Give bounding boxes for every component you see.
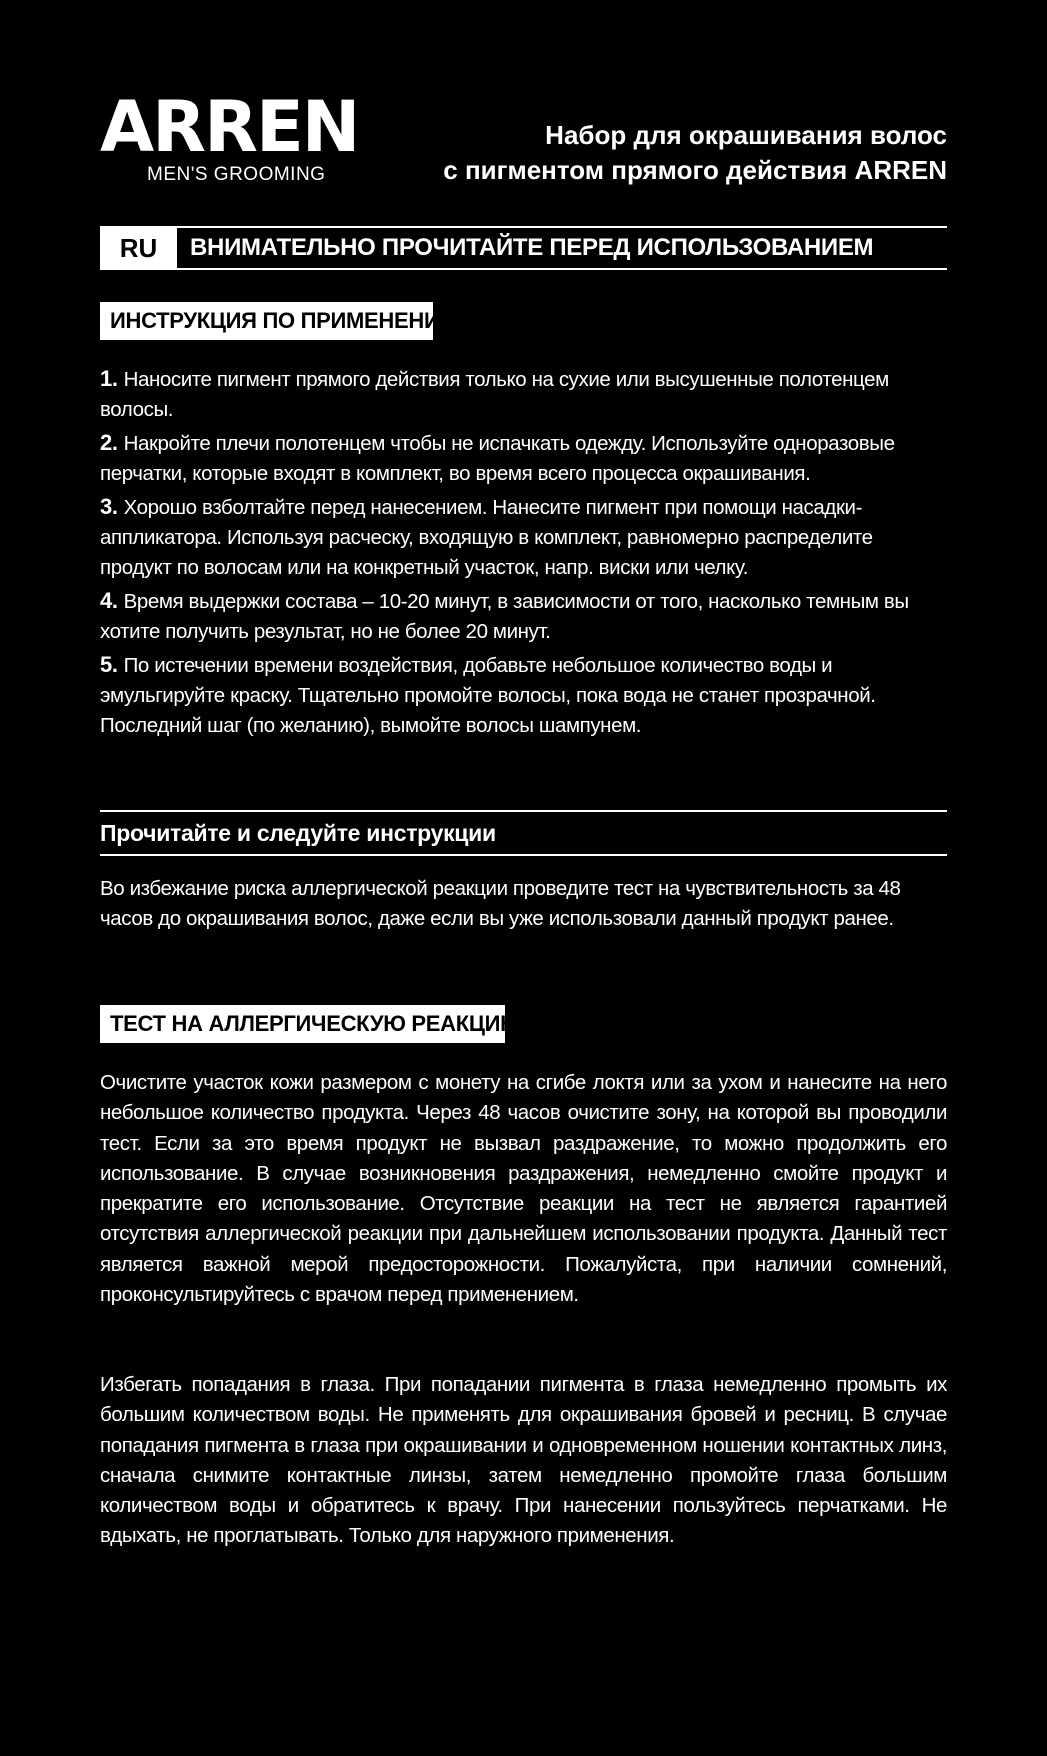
- step-text: Время выдержки состава – 10-20 минут, в зависимости от того, насколько темным вы хотите получить результат, но не более 20 минут.: [100, 590, 909, 643]
- header: [100, 86, 947, 192]
- step-text: Хорошо взболтайте перед нанесением. Нанесите пигмент при помощи насадки-аппликатора. Используя расческу, входящую в комплект, равномерно распределите продукт по волосам или на конкретный участок, напр. виски или челку.: [100, 496, 873, 579]
- read-follow-section: [100, 810, 947, 856]
- instructions-list: [100, 364, 947, 744]
- step-number: 5.: [100, 652, 118, 677]
- step-text: Накройте плечи полотенцем чтобы не испачкать одежду. Используйте одноразовые перчатки, которые входят в комплект, во время всего процесса окрашивания.: [100, 432, 895, 485]
- step-text: Наносите пигмент прямого действия только на сухие или высушенные полотенцем волосы.: [100, 368, 889, 421]
- list-item: [100, 586, 947, 647]
- language-tag: RU: [100, 228, 177, 268]
- list-item: [100, 650, 947, 741]
- read-before-use-banner: [100, 226, 947, 270]
- list-item: [100, 492, 947, 583]
- step-text: По истечении времени воздействия, добавьте небольшое количество воды и эмульгируйте краску. Тщательно промойте волосы, пока вода не станет прозрачной. Последний шаг (по желанию), вымойте волосы шампунем.: [100, 654, 876, 737]
- banner-text: ВНИМАТЕЛЬНО ПРОЧИТАЙТЕ ПЕРЕД ИСПОЛЬЗОВАНИЕМ: [190, 234, 874, 261]
- step-number: 1.: [100, 366, 118, 391]
- product-title: [443, 118, 947, 188]
- list-item: [100, 428, 947, 489]
- allergy-test-heading: ТЕСТ НА АЛЛЕРГИЧЕСКУЮ РЕАКЦИЮ: [100, 1005, 505, 1043]
- product-title-line-1: Набор для окрашивания волос: [545, 120, 947, 150]
- step-number: 2.: [100, 430, 118, 455]
- step-number: 4.: [100, 588, 118, 613]
- eye-warning-text: Избегать попадания в глаза. При попадании пигмента в глаза немедленно промыть их большим количеством воды. Не применять для окрашивания бровей и ресниц. В случае попадания пигмента в глаза при окрашивании и одновременном ношении контактных линз, сначала снимите контактные линзы, затем немедленно промойте глаза большим количеством воды и обратитесь к врачу. При нанесении пользуйтесь перчатками. Не вдыхать, не проглатывать. Только для наружного применения.: [100, 1373, 947, 1548]
- allergy-test-text: Очистите участок кожи размером с монету на сгибе локтя или за ухом и нанесите на него небольшое количество продукта. Через 48 часов очистите зону, на которой вы проводили тест. Если за это время продукт не вызвал раздражение, то можно продолжить его использование. В случае возникновения раздражения, немедленно смойте продукт и прекратите его использование. Отсутствие реакции на тест не является гарантией отсутствия аллергической реакции при дальнейшем использовании продукта. Данный тест является важной мерой предосторожности. Пожалуйста, при наличии сомнений, проконсультируйтесь с врачом перед применением.: [100, 1071, 947, 1307]
- instructions-heading: ИНСТРУКЦИЯ ПО ПРИМЕНЕНИЮ: [100, 302, 433, 340]
- step-number: 3.: [100, 494, 118, 519]
- arren-logo: [100, 86, 370, 186]
- sensitivity-test-notice: Во избежание риска аллергической реакции проведите тест на чувствительность за 48 часов до окрашивания волос, даже если вы уже использовали данный продукт ранее.: [100, 877, 901, 930]
- read-follow-heading: Прочитайте и следуйте инструкции: [100, 820, 496, 846]
- list-item: [100, 364, 947, 425]
- logo-tagline: MEN'S GROOMING: [147, 164, 326, 185]
- product-title-line-2: с пигментом прямого действия ARREN: [443, 155, 947, 185]
- logo-wordmark: ARREN: [100, 86, 359, 168]
